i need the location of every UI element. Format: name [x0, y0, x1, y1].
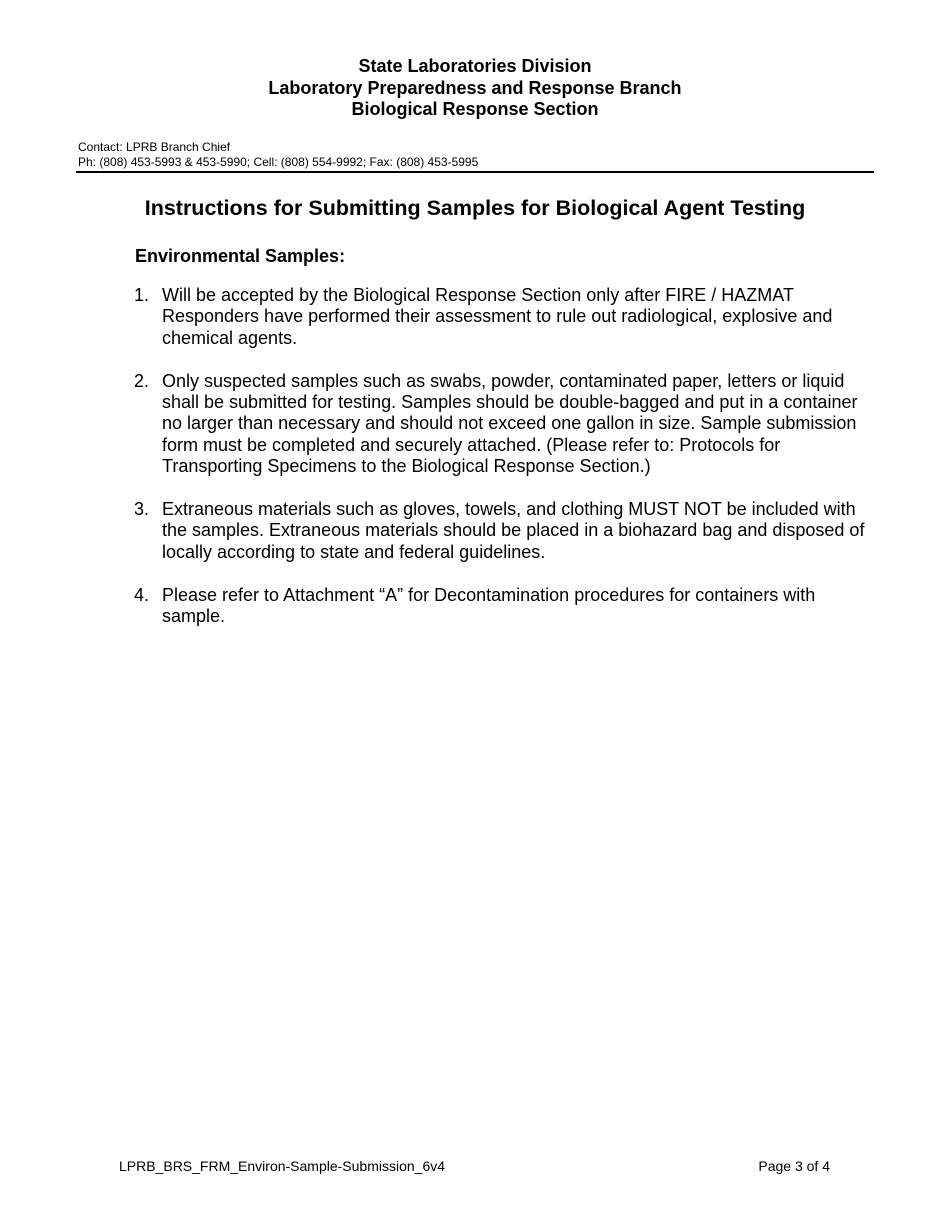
- item-number: 2.: [134, 370, 150, 391]
- contact-name: Contact: LPRB Branch Chief: [78, 140, 231, 154]
- list-item: [134, 371, 879, 478]
- list-item: [134, 585, 879, 628]
- item-text: Please refer to Attachment “A” for Decontamination procedures for containers with sample.: [162, 584, 816, 627]
- instructions-list: [134, 285, 879, 649]
- section-name: Biological Response Section: [351, 99, 599, 119]
- contact-phones: Ph: (808) 453-5993 & 453-5990; Cell: (808) 554-9992; Fax: (808) 453-5995: [78, 154, 479, 169]
- item-text: Extraneous materials such as gloves, towels, and clothing MUST NOT be included with the samples. Extraneous materials should be placed in a biohazard bag and disposed of locally according to state and federal guidelines.: [162, 499, 865, 562]
- footer-page-number: Page 3 of 4: [758, 1158, 830, 1174]
- document-title: Instructions for Submitting Samples for Biological Agent Testing: [144, 196, 806, 220]
- item-text: Will be accepted by the Biological Response Section only after FIRE / HAZMAT Responders have performed their assessment to rule out radiological, explosive and chemical agents.: [162, 285, 833, 348]
- item-text: Only suspected samples such as swabs, powder, contaminated paper, letters or liquid shall be submitted for testing. Samples should be double-bagged and put in a container no larger than necessary and should not exceed one gallon in size. Sample submission form must be completed and securely attached. (Please refer to: Protocols for Transporting Specimens to the Biological Response Section.): [162, 370, 858, 477]
- item-number: 4.: [134, 584, 150, 605]
- footer-document-id: LPRB_BRS_FRM_Environ-Sample-Submission_6v4: [119, 1158, 446, 1174]
- section-heading: Environmental Samples:: [135, 246, 346, 266]
- item-number: 3.: [134, 499, 150, 520]
- contact-block: [78, 140, 478, 169]
- division-name: State Laboratories Division: [358, 56, 592, 76]
- list-item: [134, 499, 879, 563]
- branch-name: Laboratory Preparedness and Response Branch: [268, 77, 682, 98]
- header-divider: [76, 171, 874, 173]
- letterhead: [0, 56, 950, 121]
- list-item: [134, 285, 879, 349]
- item-number: 1.: [134, 285, 150, 305]
